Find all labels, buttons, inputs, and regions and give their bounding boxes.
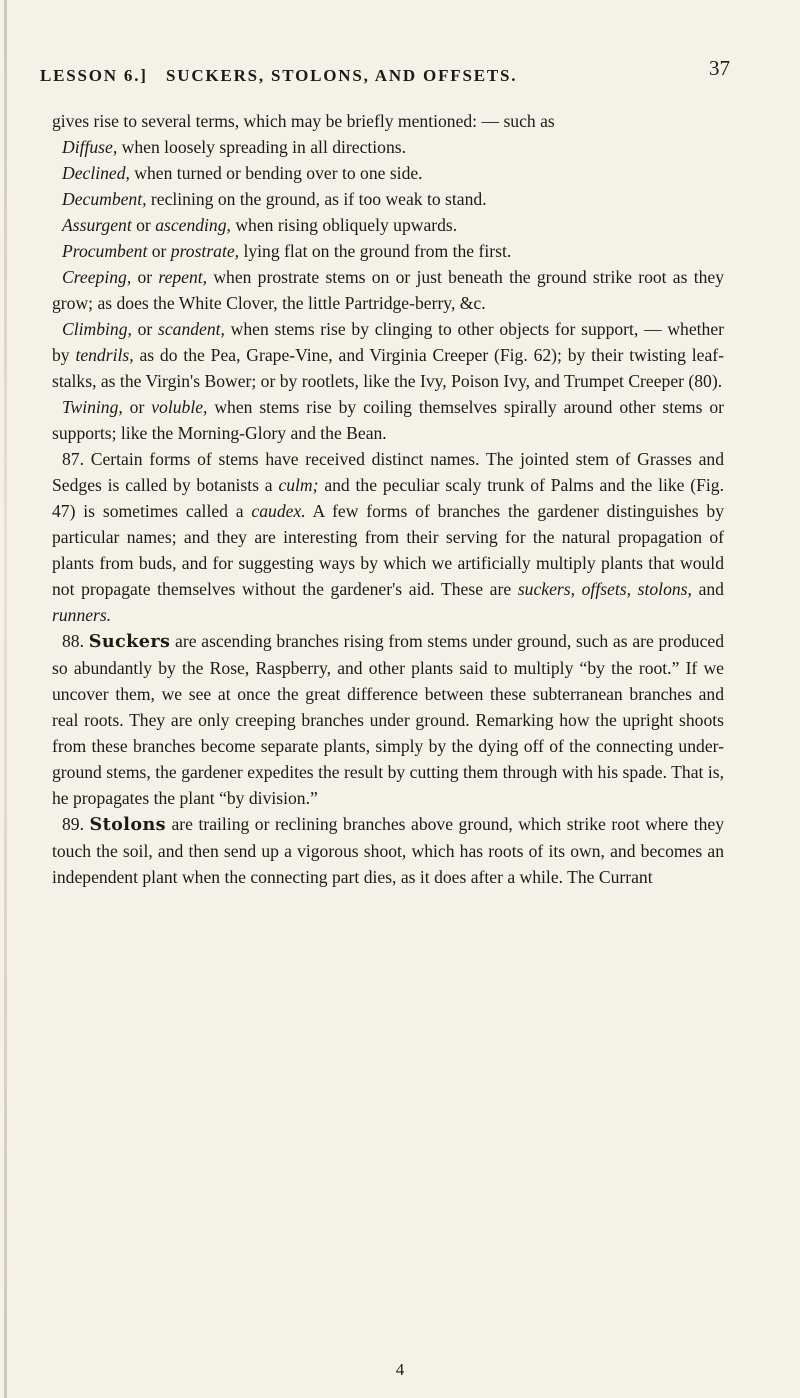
definition: when turned or bending over to one side. bbox=[129, 163, 423, 183]
signature-mark: 4 bbox=[395, 1360, 405, 1379]
page-edge-shadow bbox=[4, 0, 7, 1398]
connector: or bbox=[122, 397, 152, 417]
running-head-title: SUCKERS, STOLONS, AND OFFSETS. bbox=[166, 66, 518, 85]
section-heading: Stolons bbox=[89, 814, 166, 835]
paragraph-text: 87. Certain forms of stems have received distinct names. The jointed stem of Grasses and Sedges is called by botanists a bbox=[52, 449, 724, 495]
running-head-lesson: LESSON 6.] bbox=[40, 66, 148, 85]
term: Climbing, bbox=[62, 319, 132, 339]
term: culm; bbox=[278, 475, 319, 495]
definition: when rising obliquely upwards. bbox=[230, 215, 458, 235]
definition: when stems rise by coiling themselves spirally around other stems or supports; like the Morning-Glory and the Bean. bbox=[52, 397, 724, 443]
definition: lying flat on the ground from the first. bbox=[239, 241, 512, 261]
term-entry-creeping bbox=[52, 264, 724, 316]
body-text bbox=[52, 108, 724, 890]
term: Decumbent, bbox=[62, 189, 147, 209]
term-entry-decumbent bbox=[52, 186, 724, 212]
paragraph-text: and the peculiar scaly trunk of Palms and the like (Fig. 47) is sometimes called a bbox=[52, 475, 724, 521]
term: runners. bbox=[52, 605, 112, 625]
term: scandent, bbox=[158, 319, 225, 339]
term: Twining, bbox=[62, 397, 123, 417]
connector: and bbox=[691, 579, 724, 599]
term: Declined, bbox=[62, 163, 130, 183]
section-number: 89. bbox=[62, 814, 90, 834]
term-entry-twining bbox=[52, 394, 724, 446]
paragraph-intro bbox=[52, 108, 724, 134]
term: Diffuse, bbox=[62, 137, 118, 157]
term: ascending, bbox=[155, 215, 231, 235]
page-number: 37 bbox=[709, 56, 730, 80]
term-entry-climbing bbox=[52, 316, 724, 394]
definition: as do the Pea, Grape-Vine, and Virginia Creeper (Fig. 62); by their twisting leaf-stalks, as the Virgin's Bower; or by rootlets, like the Ivy, Poison Ivy, and Trumpet Creeper (80). bbox=[52, 345, 724, 391]
connector: or bbox=[131, 267, 159, 287]
term: tendrils, bbox=[75, 345, 134, 365]
term: Assurgent bbox=[62, 215, 132, 235]
term: caudex. bbox=[251, 501, 306, 521]
paragraph-text: are trailing or reclining branches above ground, which strike root where they touch the soil, and then send up a vigorous shoot, which has roots of its own, and becomes an independent plant when the connecting part dies, as it does after a while. The Currant bbox=[52, 814, 724, 887]
term-entry-procumbent bbox=[52, 238, 724, 264]
paragraph-text: A few forms of branches the gardener distinguishes by particular names; and they are interesting from their serving for the natural propagation of plants from buds, and for suggesting ways by which we artificially multiply plants that would not propagate themselves without the gardener's aid. These are bbox=[52, 501, 724, 599]
definition: reclining on the ground, as if too weak to stand. bbox=[146, 189, 487, 209]
connector: or bbox=[131, 319, 158, 339]
definition: when stems rise by clinging to other objects for support, — whether by bbox=[52, 319, 725, 365]
connector: or bbox=[147, 241, 171, 261]
term: Procumbent bbox=[62, 241, 148, 261]
term-entry-diffuse bbox=[52, 134, 724, 160]
connector: or bbox=[131, 215, 156, 235]
section-87 bbox=[52, 446, 724, 628]
section-89 bbox=[52, 811, 724, 890]
term: repent, bbox=[158, 267, 208, 287]
section-88 bbox=[52, 628, 724, 811]
section-number: 88. bbox=[62, 631, 89, 651]
paragraph-text: gives rise to several terms, which may be briefly mentioned: — such as bbox=[52, 111, 555, 131]
term: Creeping, bbox=[62, 267, 132, 287]
term: voluble, bbox=[151, 397, 208, 417]
term: suckers, offsets, stolons, bbox=[517, 579, 692, 599]
term: prostrate, bbox=[170, 241, 240, 261]
term-entry-assurgent bbox=[52, 212, 724, 238]
section-heading: Suckers bbox=[88, 631, 171, 652]
term-entry-declined bbox=[52, 160, 724, 186]
paragraph-text: are ascending branches rising from stems under ground, such as are produced so abundantly by the Rose, Raspberry, and other plants said to multiply “by the root.” If we uncover them, we see at once the great difference between these subterranean branches and real roots. They are only creeping branches under ground. Remarking how the upright shoots from these branches become separate plants, simply by the dying off of the connecting under-ground stems, the gardener expedites the result by cutting them through with his spade. That is, he propagates the plant “by division.” bbox=[52, 631, 725, 808]
definition: when loosely spreading in all directions. bbox=[117, 137, 407, 157]
definition: when prostrate stems on or just beneath the ground strike root as they grow; as does the White Clover, the little Partridge-berry, &c. bbox=[52, 267, 724, 313]
